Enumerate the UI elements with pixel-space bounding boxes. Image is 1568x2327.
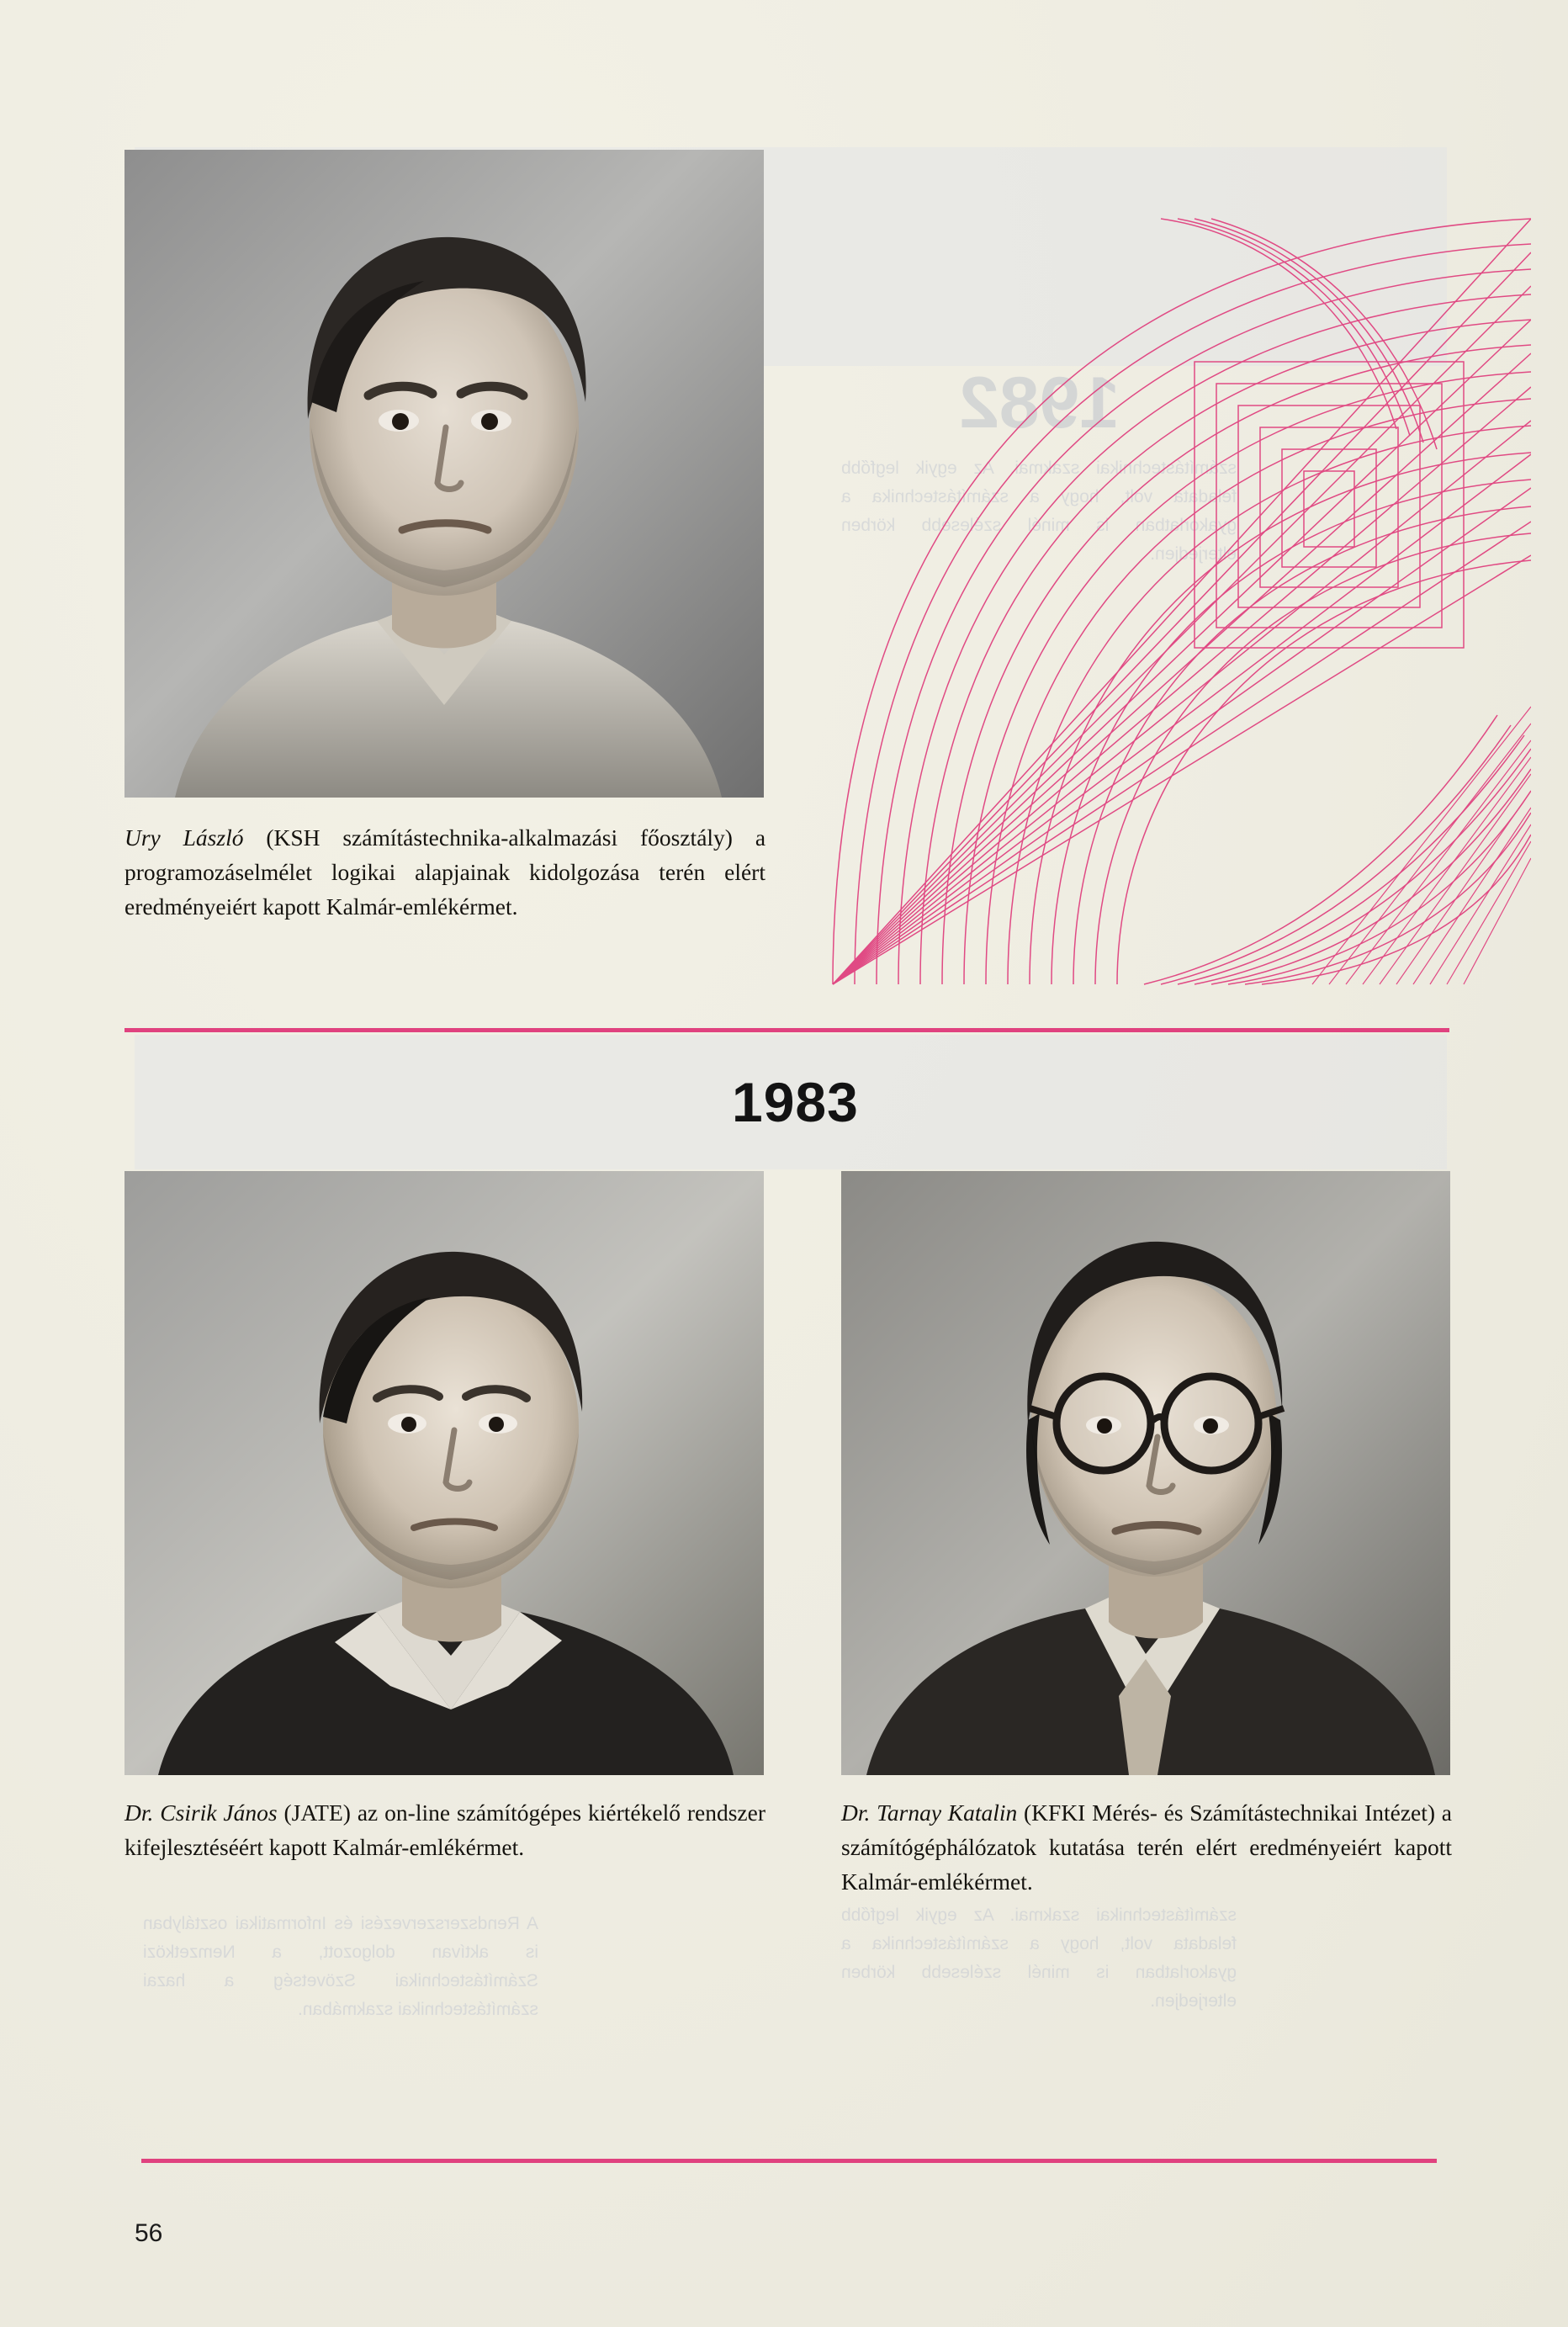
caption-affiliation-csirik: (JATE) xyxy=(283,1800,351,1826)
caption-text-ury: a programozáselmélet logikai alapjainak kidolgozása terén elért eredményeiért kapott Kalmár-emlékérmet. xyxy=(124,824,766,920)
caption-name-ury: Ury László xyxy=(124,824,244,851)
divider-top xyxy=(124,1028,1449,1032)
caption-text-csirik: az on-line számítógépes kiértékelő rendszer kifejlesztéséért kapott Kalmár-emlékérmet. xyxy=(124,1800,765,1860)
show-through-paragraph-lower-left: A Rendszerszervezési és Informatikai osztályban is aktívan dolgozott, a Nemzetközi Számítástechnikai Szövetség a hazai számítástechnikai szakmában. xyxy=(143,1914,538,2019)
caption-text-tarnay: a számítógéphálózatok kutatása terén elért eredményeiért kapott Kalmár-emlékérmet. xyxy=(841,1800,1453,1895)
photo-ury-laszlo-graphic xyxy=(124,150,764,798)
caption-name-csirik: Dr. Csirik János xyxy=(124,1800,278,1826)
page-number: 56 xyxy=(135,2219,163,2247)
caption-csirik-janos xyxy=(124,1795,765,1864)
caption-ury-laszlo xyxy=(124,820,765,924)
divider-bottom xyxy=(141,2159,1437,2163)
caption-name-tarnay: Dr. Tarnay Katalin xyxy=(841,1800,1018,1826)
photo-csirik-graphic xyxy=(124,1171,764,1775)
portrait-photo-ury-laszlo xyxy=(124,150,764,798)
portrait-photo-tarnay-katalin xyxy=(841,1171,1450,1775)
pink-moire-curve-graphic xyxy=(808,126,1531,1018)
show-through-paragraph-right: számítástechnikai szakmai. Az egyik legfőbb feladata volt, hogy a számítástechnika a gyakorlatban is minél szélesebb körben elterjedjen. xyxy=(841,459,1237,564)
caption-affiliation-tarnay: (KFKI Mérés- és Számítástechnikai Intézet) xyxy=(1024,1800,1436,1826)
show-through-paragraph-lower: számítástechnikai szakmai. Az egyik legfőbb feladata volt, hogy a számítástechnika a gyakorlatban is minél szélesebb körben elterjedjen. xyxy=(841,1906,1237,2011)
show-through-year: 1982 xyxy=(959,363,1120,443)
portrait-photo-csirik-janos xyxy=(124,1171,764,1775)
caption-affiliation-ury: (KSH számítástechnika-alkalmazási főosztály) xyxy=(266,824,733,851)
year-heading: 1983 xyxy=(732,1071,859,1133)
caption-tarnay-katalin xyxy=(841,1795,1452,1899)
photo-tarnay-graphic xyxy=(841,1171,1450,1775)
